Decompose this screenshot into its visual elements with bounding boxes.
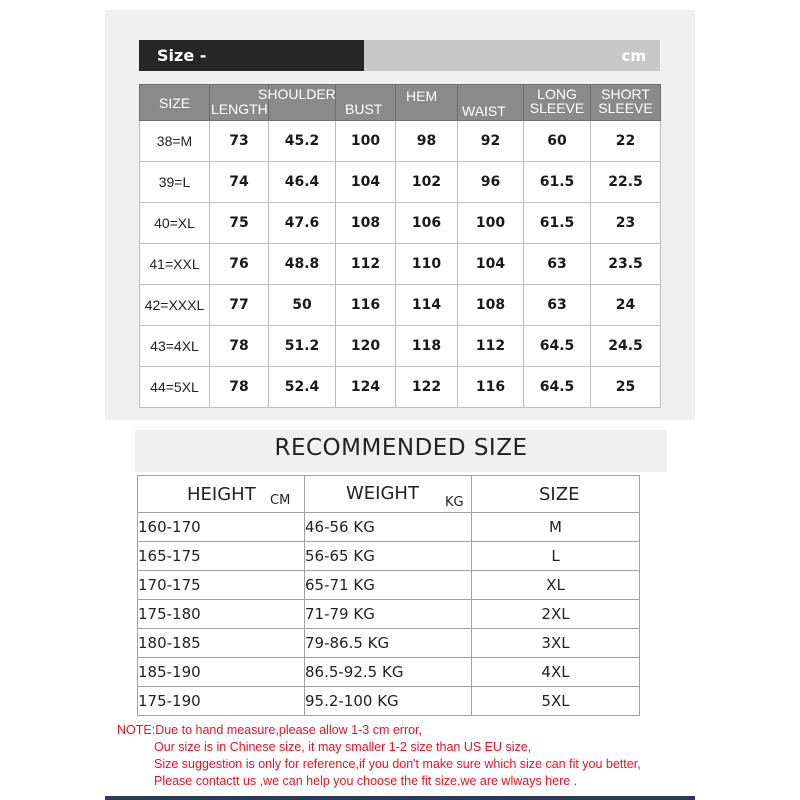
note-line: Please contactt us ,we can help you choose the fit size.we are wlways here . [154,774,578,788]
waist-cell: 104 [458,244,524,285]
short-sleeve-cell: 23.5 [591,244,661,285]
height-cell: 175-180 [138,600,305,629]
note-line: Size suggestion is only for reference,if you don't make sure which size can fit you better, [154,757,641,771]
table-row [140,285,661,326]
bottom-divider [105,796,695,800]
long-sleeve-cell: 61.5 [524,203,591,244]
height-cell: 170-175 [138,571,305,600]
header-long-sleeve [524,85,591,121]
header-long-sleeve-line2: SLEEVE [529,100,585,116]
shoulder-cell: 47.6 [269,203,336,244]
bust-cell: 108 [336,203,396,244]
header-shoulder: SHOULDER [269,85,336,121]
short-sleeve-cell: 22.5 [591,162,661,203]
table-row [140,326,661,367]
hem-cell: 122 [396,367,458,408]
length-cell: 73 [210,121,269,162]
header-size: SIZE [140,85,210,121]
short-sleeve-cell: 25 [591,367,661,408]
height-cell: 160-170 [138,513,305,542]
long-sleeve-cell: 60 [524,121,591,162]
table-row [138,687,640,716]
table-row [138,542,640,571]
header-long-sleeve-line1: LONG [537,86,577,102]
recommended-header-row [138,476,640,513]
size-chart-title: Size - [157,46,207,65]
header-weight [305,476,472,513]
short-sleeve-cell: 24 [591,285,661,326]
header-bust: BUST [336,85,396,121]
size-chart-unit: cm [621,47,646,65]
waist-cell: 108 [458,285,524,326]
table-row [138,513,640,542]
size-cell: 39=L [140,162,210,203]
header-waist: WAIST [458,85,524,121]
table-row [138,571,640,600]
size-cell: 38=M [140,121,210,162]
long-sleeve-cell: 64.5 [524,326,591,367]
size-cell: 42=XXXL [140,285,210,326]
height-cell: 180-185 [138,629,305,658]
long-sleeve-cell: 63 [524,285,591,326]
rec-size-cell: L [472,542,640,571]
note-line: Our size is in Chinese size, it may smaller 1-2 size than US EU size, [154,740,532,754]
header-hem: HEM [396,85,458,121]
size-chart-title-bar [139,40,660,71]
header-length: LENGTH [210,85,269,121]
waist-cell: 112 [458,326,524,367]
weight-cell: 56-65 KG [305,542,472,571]
rec-size-cell: M [472,513,640,542]
bust-cell: 116 [336,285,396,326]
short-sleeve-cell: 22 [591,121,661,162]
short-sleeve-cell: 24.5 [591,326,661,367]
waist-cell: 92 [458,121,524,162]
rec-size-cell: XL [472,571,640,600]
table-row [138,629,640,658]
size-cell: 44=5XL [140,367,210,408]
bust-cell: 104 [336,162,396,203]
weight-cell: 86.5-92.5 KG [305,658,472,687]
height-cell: 185-190 [138,658,305,687]
table-row [138,658,640,687]
height-cell: 165-175 [138,542,305,571]
hem-cell: 114 [396,285,458,326]
header-height [138,476,305,513]
hem-cell: 98 [396,121,458,162]
length-cell: 75 [210,203,269,244]
waist-cell: 96 [458,162,524,203]
header-short-sleeve-line1: SHORT [601,86,650,102]
recommended-size-table [137,475,640,716]
size-cell: 41=XXL [140,244,210,285]
shoulder-cell: 51.2 [269,326,336,367]
size-chart-title-block [139,40,364,71]
size-chart-table [139,84,661,408]
size-cell: 40=XL [140,203,210,244]
recommended-title-panel [135,430,667,472]
weight-cell: 65-71 KG [305,571,472,600]
long-sleeve-cell: 61.5 [524,162,591,203]
table-row [140,121,661,162]
header-rec-size-label: SIZE [539,484,580,505]
header-short-sleeve [591,85,661,121]
shoulder-cell: 52.4 [269,367,336,408]
size-cell: 43=4XL [140,326,210,367]
note-line: NOTE:Due to hand measure,please allow 1-3 cm error, [117,723,422,737]
shoulder-cell: 48.8 [269,244,336,285]
length-cell: 78 [210,326,269,367]
table-row [140,244,661,285]
short-sleeve-cell: 23 [591,203,661,244]
long-sleeve-cell: 64.5 [524,367,591,408]
weight-cell: 71-79 KG [305,600,472,629]
weight-cell: 95.2-100 KG [305,687,472,716]
size-chart-header-row [140,85,661,121]
hem-cell: 118 [396,326,458,367]
length-cell: 74 [210,162,269,203]
hem-cell: 106 [396,203,458,244]
size-notes [117,722,641,790]
weight-cell: 79-86.5 KG [305,629,472,658]
length-cell: 77 [210,285,269,326]
rec-size-cell: 3XL [472,629,640,658]
height-cell: 175-190 [138,687,305,716]
header-weight-label: WEIGHT [346,483,419,504]
shoulder-cell: 46.4 [269,162,336,203]
hem-cell: 102 [396,162,458,203]
header-height-label: HEIGHT [187,484,256,505]
waist-cell: 100 [458,203,524,244]
hem-cell: 110 [396,244,458,285]
rec-size-cell: 5XL [472,687,640,716]
header-short-sleeve-line2: SLEEVE [598,100,653,116]
recommended-title: RECOMMENDED SIZE [274,435,528,461]
header-rec-size [472,476,640,513]
shoulder-cell: 45.2 [269,121,336,162]
length-cell: 76 [210,244,269,285]
rec-size-cell: 2XL [472,600,640,629]
bust-cell: 100 [336,121,396,162]
table-row [138,600,640,629]
table-row [140,367,661,408]
header-weight-unit: KG [445,495,464,510]
long-sleeve-cell: 63 [524,244,591,285]
waist-cell: 116 [458,367,524,408]
shoulder-cell: 50 [269,285,336,326]
rec-size-cell: 4XL [472,658,640,687]
table-row [140,203,661,244]
bust-cell: 112 [336,244,396,285]
bust-cell: 124 [336,367,396,408]
bust-cell: 120 [336,326,396,367]
weight-cell: 46-56 KG [305,513,472,542]
table-row [140,162,661,203]
header-height-unit: CM [270,493,291,508]
length-cell: 78 [210,367,269,408]
